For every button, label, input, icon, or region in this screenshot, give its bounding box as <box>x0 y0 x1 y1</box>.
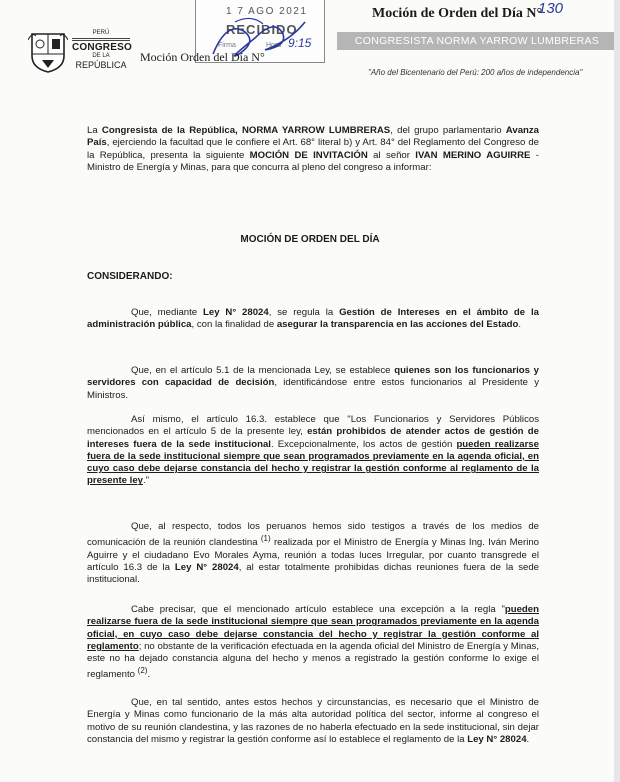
stamp-received: RECIBIDO <box>226 22 298 37</box>
logo-small: PERÚ <box>92 30 110 36</box>
paragraph-3: Así mismo, el artículo 16.3. establece que "Los Funcionarios y Servidores Públicos mencionados en el artículo 5 de la presente ley, están prohibidos de atender actos de gestión de intereses fuera de la sede institucional. Excepcionalmente, los actos de gestión pueden realizarse fuera de la sede institucional siempre que sean programados previamente en la agenda oficial, en cuyo caso debe dejarse constancia del hecho y registrar la gestión conforme al reglamento de la presente ley." <box>87 414 539 487</box>
stamp-firma: Firma <box>218 42 236 49</box>
stamp-hora: Hora <box>266 42 282 49</box>
paragraph-2: Que, en el artículo 5.1 de la mencionada Ley, se establece quienes son los funcionarios y servidores con capacidad de decisión, identificándose entre estos funcionarios al Presidente y Ministros. <box>87 365 539 401</box>
quoted-rule: pueden realizarse fuera de la sede institucional siempre que sean programados previamente en la agenda oficial, en cuyo caso debe dejarse constancia del hecho y registrar la gestión conforme al reglamento <box>87 604 539 652</box>
paragraph-6: Que, en tal sentido, antes estos hechos y circunstancias, es necesario que el Ministro de Energía y Minas como funcionario de la más alta autoridad política del sector, informe al congreso el motivo de su reunión clandestina, y las razones de no haberla efectuado en la sede institucional, sin dejar constancia del mismo y registrar la gestión conforme así lo establece el reglamento de la Ley N° 28024. <box>87 697 539 745</box>
logo-line1: CONGRESO <box>72 42 132 53</box>
considerando-heading: CONSIDERANDO: <box>87 271 173 282</box>
logo-prefix: DE LA <box>92 53 110 59</box>
congresista-banner: CONGRESISTA NORMA YARROW LUMBRERAS <box>337 32 617 50</box>
stamp-date: 1 7 AGO 2021 <box>226 6 308 17</box>
scan-edge <box>614 0 620 782</box>
section-heading: MOCIÓN DE ORDEN DEL DÍA <box>240 234 380 245</box>
paragraph-1: Que, mediante Ley N° 28024, se regula la Gestión de Intereses en el ámbito de la administración pública, con la finalidad de asegurar la transparencia en las acciones del Estado. <box>87 307 539 331</box>
congress-shield-icon <box>28 30 68 74</box>
logo-text <box>72 30 130 70</box>
logo-line2: REPÚBLICA <box>75 60 127 70</box>
top-title: Moción de Orden del Día N° <box>372 6 543 21</box>
intro-paragraph: La Congresista de la República, NORMA YARROW LUMBRERAS, del grupo parlamentario Avanza País, ejerciendo la facultad que le confiere el Art. 68° literal b) y Art. 84° del Reglamento del Congreso de la República, presenta la siguiente MOCIÓN DE INVITACIÓN al señor IVAN MERINO AGUIRRE - Ministro de Energía y Minas, para que concurra al pleno del congreso a informar: <box>87 125 540 173</box>
motion-number: 130 <box>538 0 564 17</box>
bicentenario-motto: "Año del Bicentenario del Perú: 200 años de independencia" <box>368 68 583 77</box>
paragraph-4: Que, al respecto, todos los peruanos hemos sido testigos a través de los medios de comunicación de la reunión clandestina $^{(1)}$ realizada por el Ministro de Energía y Minas Ing. Iván Merino Aguirre y el ciudadano Evo Morales Ayma, reunión a todas luces Irregular, por cuanto transgrede el artículo 16.3 de la Ley N° 28024, al estar totalmente prohibidas dichas reuniones fuera de la sede institucional. <box>87 521 539 586</box>
congress-logo <box>28 30 132 80</box>
quoted-exception: pueden realizarse fuera de la sede institucional siempre que sean programados previamente en la agenda oficial, en cuyo caso debe dejarse constancia del hecho y registrar la gestión conforme al reglamento de la presente ley <box>87 438 539 487</box>
motion-number-label: Moción Orden del Día N° <box>140 50 265 64</box>
paragraph-5: Cabe precisar, que el mencionado artículo establece una excepción a la regla "pueden realizarse fuera de la sede institucional siempre que sean programados previamente en la agenda oficial, en cuyo caso debe dejarse constancia del hecho y registrar la gestión conforme al reglamento; no obstante de la verificación efectuada en la agenda oficial del Ministro de Energía y Minas, este no ha dejado constancia alguna del hecho y menos a registrado la gestión conforme lo exige el reglamento $^{(2)}$. <box>87 604 539 681</box>
stamp-time: 9:15 <box>288 36 312 50</box>
